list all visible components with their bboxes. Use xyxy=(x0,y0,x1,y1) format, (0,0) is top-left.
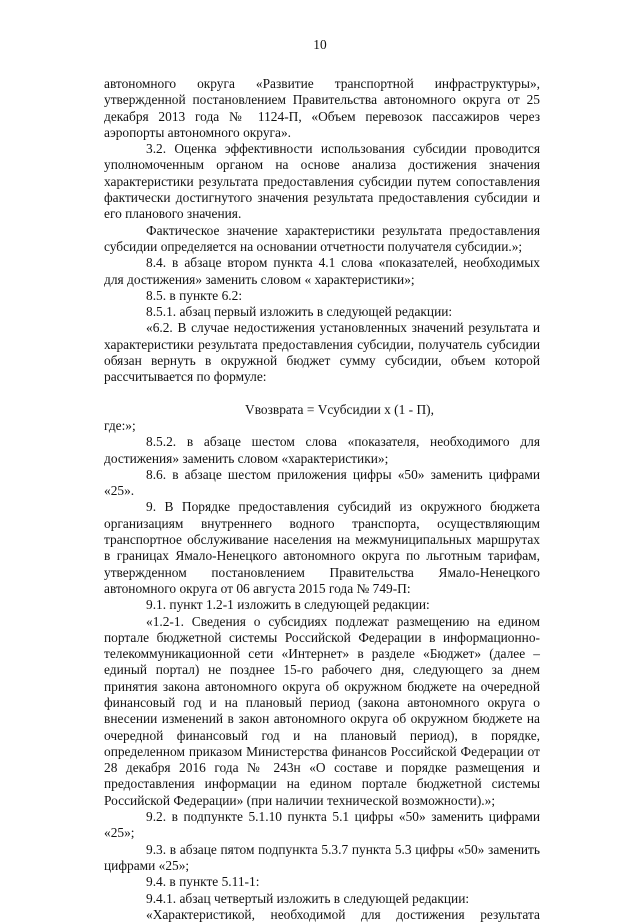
paragraph: 9.1. пункт 1.2-1 изложить в следующей редакции: xyxy=(146,597,430,613)
paragraph: 9.4.1. абзац четвертый изложить в следующей редакции: xyxy=(146,890,470,906)
paragraph: где:»; xyxy=(104,417,136,433)
paragraph: 3.2. Оценка эффективности использования субсидии проводится уполномоченным органом на основе анализа достижения значения характеристики результата предоставления субсидии путем сопоставления фактически достигнутого значения результата предоставления субсидии и его планового значения. xyxy=(104,141,540,222)
paragraph: 9.2. в подпункте 5.1.10 пункта 5.1 цифры «50» заменить цифрами «25»; xyxy=(104,809,540,841)
paragraph: 9.3. в абзаце пятом подпункта 5.3.7 пункта 5.3 цифры «50» заменить цифрами «25»; xyxy=(104,841,540,873)
paragraph: Фактическое значение характеристики результата предоставления субсидии определяется на основании отчетности получателя субсидии.»; xyxy=(104,222,540,254)
document-body xyxy=(104,76,540,923)
paragraph: 8.5.2. в абзаце шестом слова «показателя, необходимого для достижения» заменить словом «характеристики»; xyxy=(104,434,540,466)
paragraph: 8.4. в абзаце втором пункта 4.1 слова «показателей, необходимых для достижения» заменить словом « характеристики»; xyxy=(104,255,540,287)
paragraph: 8.6. в абзаце шестом приложения цифры «50» заменить цифрами «25». xyxy=(104,466,540,499)
paragraph: 9.4. в пункте 5.11-1: xyxy=(146,874,260,890)
formula: Vвозврата = Vсубсидии x (1 - П), xyxy=(245,401,434,417)
paragraph: «1.2-1. Сведения о субсидиях подлежат размещению на едином портале бюджетной системы Российской Федерации в информационно-телекоммуникационной сети «Интернет» в разделе «Бюджет» (далее – единый портал) не позднее 15-го рабочего дня, следующего за днем принятия закона автономного округа об окружном бюджете на очередной финансовый год и на плановый период (закона автономного округа о внесении изменений в закон автономного округа об окружном бюджете на очередной финансовый год и на плановый период), в порядке, определенном приказом Министерства финансов Российской Федерации от 28 декабря 2016 года № 243н «О составе и порядке размещения и предоставления информации на едином портале бюджетной системы Российской Федерации» (при наличии технической возможности).»; xyxy=(104,613,540,808)
paragraph: «6.2. В случае недостижения установленных значений результата и характеристики результата предоставления субсидии, получатель субсидии обязан вернуть в окружной бюджет сумму субсидии, объем которой рассчитывается по формуле: xyxy=(104,320,540,385)
paragraph: автономного округа «Развитие транспортной инфраструктуры», утвержденной постановлением Правительства автономного округа от 25 декабря 2013 года № 1124-П, «Объем перевозок пассажиров через аэропорты автономного округа». xyxy=(104,76,540,140)
paragraph: 9. В Порядке предоставления субсидий из окружного бюджета организациям внутреннего водного транспорта, осуществляющим транспортное обслуживание населения на межмуниципальных маршрутах в границах Ямало-Ненецкого автономного округа по льготным тарифам, утвержденном постановлением Правительства Ямало-Ненецкого автономного округа от 06 августа 2015 года № 749-П: xyxy=(104,499,540,596)
paragraph: 8.5. в пункте 6.2: xyxy=(146,287,243,303)
paragraph: 8.5.1. абзац первый изложить в следующей редакции: xyxy=(146,304,453,320)
paragraph: «Характеристикой, необходимой для достижения результата xyxy=(146,906,540,922)
page-number: 10 xyxy=(313,37,327,52)
